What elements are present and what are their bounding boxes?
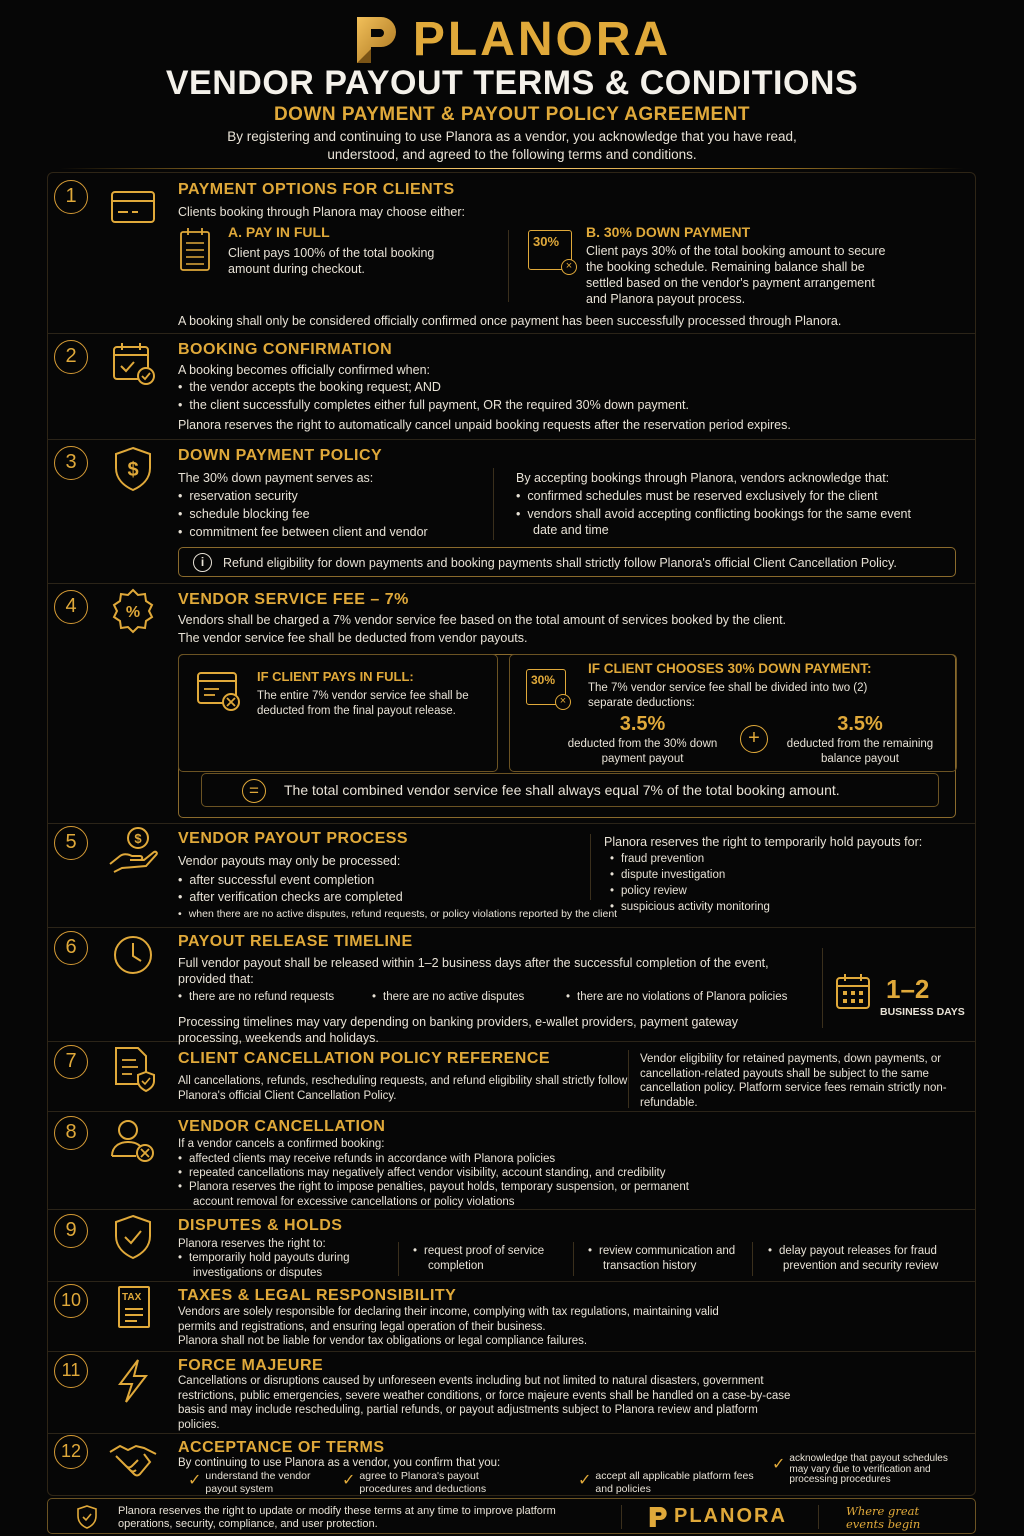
section-disputes-holds [48, 1210, 975, 1282]
section-number: 1 [54, 180, 88, 214]
full-payment-title: IF CLIENT PAYS IN FULL: [257, 669, 414, 684]
section-title: DISPUTES & HOLDS [178, 1217, 343, 1234]
section-vendor-payout-process [48, 824, 975, 928]
divider [398, 1242, 399, 1276]
list-item: • dispute investigation [610, 868, 725, 883]
days-label: BUSINESS DAYS [880, 1006, 965, 1018]
section-down-payment-policy [48, 440, 975, 584]
list-item: • vendors shall avoid accepting conflicting bookings for the same event date and time [516, 507, 911, 537]
user-cancel-icon [108, 1116, 158, 1166]
section-vendor-service-fee [48, 584, 975, 824]
list-item: • there are no refund requests [178, 990, 334, 1005]
list-item: • when there are no active disputes, refund requests, or policy violations reported by the client [178, 906, 617, 922]
hand-money-icon [108, 824, 158, 874]
percent-badge-icon [528, 230, 572, 270]
section-client-cancellation-policy [48, 1042, 975, 1112]
section-title: TAXES & LEGAL RESPONSIBILITY [178, 1287, 457, 1304]
right-lead: Planora reserves the right to temporarily hold payouts for: [604, 835, 923, 849]
list-item: • request proof of service completion [413, 1245, 545, 1272]
section-title: VENDOR SERVICE FEE – 7% [178, 591, 409, 608]
list-item: • policy review [610, 884, 687, 899]
list-item: • the client successfully completes either full payment, OR the required 30% down payment. [178, 397, 689, 413]
checkmark-icon: ✓ [578, 1472, 592, 1489]
option-a-text: Client pays 100% of the total booking amount during checkout. [228, 246, 435, 276]
section-number: 10 [54, 1284, 88, 1318]
split-text: deducted from the remaining balance payout [786, 738, 934, 765]
full-payment-text: The entire 7% vendor service fee shall be deducted from the final payout release. [257, 690, 469, 717]
credit-card-icon [108, 182, 158, 232]
list-item-text: temporarily hold payouts during investigations or disputes [189, 1252, 350, 1279]
list-item-text: Planora reserves the right to impose penalties, payout holds, temporary suspension, or permanent account removal for excessive cancellations or policy violations [189, 1181, 689, 1208]
down-payment-title: IF CLIENT CHOOSES 30% DOWN PAYMENT: [588, 661, 872, 676]
section-lead: Vendor payouts may only be processed: [178, 854, 401, 868]
section-number: 11 [54, 1354, 88, 1388]
handshake-icon [108, 1434, 158, 1484]
checkmark-icon: ✓ [772, 1456, 786, 1473]
list-item-text: request proof of service completion [424, 1245, 545, 1272]
section-title: PAYMENT OPTIONS FOR CLIENTS [178, 181, 455, 198]
list-item: • there are no violations of Planora policies [566, 990, 787, 1005]
section-lead: A booking becomes officially confirmed when: [178, 363, 430, 377]
section-acceptance-of-terms [48, 1434, 975, 1496]
header [0, 0, 1024, 170]
total-fee-text: The total combined vendor service fee shall always equal 7% of the total booking amount. [284, 782, 840, 798]
option-b-text: Client pays 30% of the total booking amount to secure the booking schedule. Remaining balance shall be settled based on the vendor's payment arrangement and Planora payout process. [586, 244, 886, 306]
section-note: Processing timelines may vary depending on banking providers, e-wallet providers, payment gateway processing, weekends and holidays. [178, 1015, 739, 1045]
section-booking-confirmation [48, 334, 975, 440]
list-item: • suspicious activity monitoring [610, 900, 770, 915]
calendar-check-icon [108, 338, 158, 388]
list-item: • Planora reserves the right to impose penalties, payout holds, temporary suspension, or permanent account removal for excessive cancellations or policy violations [178, 1181, 689, 1208]
footer-logo [648, 1505, 787, 1528]
section-lead: Vendors shall be charged a 7% vendor service fee based on the total amount of services booked by the client. [178, 613, 787, 627]
section-payment-options [48, 172, 975, 334]
percent-badge-icon [526, 669, 566, 705]
shield-dollar-icon [108, 444, 158, 494]
divider [752, 1242, 753, 1276]
section-taxes-legal [48, 1282, 975, 1352]
divider [628, 1050, 629, 1108]
section-lead: If a vendor cancels a confirmed booking: [178, 1138, 385, 1150]
clock-icon [108, 930, 158, 980]
section-title: PAYOUT RELEASE TIMELINE [178, 933, 413, 950]
left-text: All cancellations, refunds, rescheduling requests, and refund eligibility shall strictly follow Planora's official Client Cancellation Policy. [178, 1075, 628, 1102]
footer-text: Planora reserves the right to update or modify these terms at any time to improve platform operations, security, compliance, and user protection. [118, 1505, 556, 1530]
section-number: 4 [54, 590, 88, 624]
notice-text: Refund eligibility for down payments and booking payments shall strictly follow Planora's official Client Cancellation Policy. [223, 556, 897, 570]
section-note: A booking shall only be considered officially confirmed once payment has been successfully processed through Planora. [178, 314, 842, 328]
lightning-icon [108, 1356, 158, 1406]
section-text: Cancellations or disruptions caused by unforeseen events including but not limited to natural disasters, government restrictions, public emergencies, severe weather conditions, or force majeure events shall be handled on a case-by-case basis and may include rescheduling, partial refunds, or payout adjustments subject to Planora review and platform policies. [178, 1375, 791, 1431]
section-number: 3 [54, 446, 88, 480]
divider [822, 948, 823, 1028]
calendar-icon [834, 972, 872, 1012]
list-item: • affected clients may receive refunds in accordance with Planora policies [178, 1152, 555, 1167]
header-divider [60, 168, 964, 169]
plus-icon: + [740, 725, 768, 753]
planora-logo-icon [353, 15, 399, 65]
divider [590, 834, 591, 900]
section-title: ACCEPTANCE OF TERMS [178, 1439, 385, 1456]
section-payout-release-timeline [48, 928, 975, 1045]
down-payment-card [509, 654, 957, 772]
section-title: DOWN PAYMENT POLICY [178, 447, 383, 464]
acceptance-check-item [188, 1470, 335, 1495]
right-text: Vendor eligibility for retained payments, down payments, or cancellation-related payouts shall be subject to the same cancellation policy. Platform service fees remain strictly non-refundable. [640, 1053, 947, 1109]
section-text: Vendors are solely responsible for declaring their income, complying with tax regulations, maintaining valid permits and registrations, and ensuring legal operation of their business. [178, 1306, 719, 1333]
section-title: FORCE MAJEURE [178, 1357, 324, 1374]
tagline: Where great events begin [846, 1504, 921, 1531]
list-item: • confirmed schedules must be reserved exclusively for the client [516, 488, 956, 504]
fee-panel [178, 654, 956, 818]
shield-check-icon [74, 1504, 100, 1530]
list-item: • delay payout releases for fraud prevention and security review [768, 1245, 939, 1272]
section-lead: Planora reserves the right to: [178, 1238, 326, 1250]
left-lead: The 30% down payment serves as: [178, 471, 374, 485]
document-shield-icon [108, 1044, 158, 1094]
list-item: • after verification checks are completed [178, 889, 403, 905]
list-item: • schedule blocking fee [178, 506, 310, 522]
section-lead: The vendor service fee shall be deducted from vendor payouts. [178, 631, 528, 645]
list-item-text: accept all applicable platform fees and policies [595, 1470, 754, 1495]
acceptance-check-item [342, 1470, 519, 1495]
close-circle-icon: × [555, 694, 571, 710]
section-number: 5 [54, 826, 88, 860]
section-force-majeure [48, 1352, 975, 1434]
list-item: • commitment fee between client and vendor [178, 524, 428, 540]
list-item-text: review communication and transaction history [599, 1245, 736, 1272]
list-item-text: acknowledge that payout schedules may vary due to verification and processing procedures [789, 1453, 948, 1485]
list-item: • the vendor accepts the booking request; AND [178, 379, 441, 395]
section-lead: Full vendor payout shall be released within 1–2 business days after the successful completion of the event, provided that: [178, 956, 769, 986]
list-item: • reservation security [178, 488, 298, 504]
svg-text:%: % [125, 604, 141, 621]
list-item: • after successful event completion [178, 872, 374, 888]
divider [818, 1505, 819, 1529]
footer [47, 1498, 976, 1534]
badge-label: 30% [533, 234, 560, 249]
right-lead: By accepting bookings through Planora, vendors acknowledge that: [516, 471, 890, 485]
page-subtitle: DOWN PAYMENT & PAYOUT POLICY AGREEMENT [273, 104, 751, 125]
acceptance-check-item [772, 1454, 964, 1486]
list-item: • review communication and transaction history [588, 1245, 736, 1272]
total-fee-banner [201, 773, 939, 807]
list-item: • there are no active disputes [372, 990, 524, 1005]
list-item: • fraud prevention [610, 852, 704, 867]
footer-brand-name: PLANORA [674, 1505, 787, 1527]
option-b-title: B. 30% DOWN PAYMENT [586, 224, 751, 240]
section-number: 2 [54, 340, 88, 374]
section-title: CLIENT CANCELLATION POLICY REFERENCE [178, 1050, 551, 1067]
section-lead: By continuing to use Planora as a vendor, you confirm that you: [178, 1457, 501, 1469]
divider [621, 1505, 622, 1529]
divider [573, 1242, 574, 1276]
list-item-text: vendors shall avoid accepting conflicting bookings for the same event date and time [527, 507, 911, 537]
info-icon: i [193, 553, 212, 572]
close-circle-icon: × [561, 259, 577, 275]
planora-logo-icon [648, 1506, 668, 1528]
split-value: 3.5% [619, 713, 666, 735]
section-title: VENDOR CANCELLATION [178, 1118, 386, 1135]
refund-notice [178, 547, 956, 577]
intro-text: By registering and continuing to use Planora as a vendor, you acknowledge that you have read, understood, and agreed to the following terms and conditions. [227, 129, 797, 162]
section-note: Planora reserves the right to automatically cancel unpaid booking requests after the reservation period expires. [178, 418, 791, 432]
invoice-cancel-icon [195, 669, 243, 713]
tax-document-icon [118, 1286, 150, 1328]
tax-label: TAX [122, 1292, 142, 1303]
list-item: • temporarily hold payouts during investigations or disputes [178, 1252, 350, 1279]
divider [508, 230, 509, 302]
equals-icon: = [242, 779, 266, 803]
split-text: deducted from the 30% down payment payout [567, 738, 718, 765]
section-number: 12 [54, 1435, 88, 1469]
shield-check-icon [108, 1212, 158, 1262]
checkmark-icon: ✓ [342, 1472, 356, 1489]
checkmark-icon: ✓ [188, 1472, 202, 1489]
list-item-text: agree to Planora's payout procedures and deductions [359, 1470, 487, 1495]
split-value: 3.5% [837, 713, 883, 735]
list-item-text: understand the vendor payout system [205, 1470, 311, 1495]
down-payment-text: The 7% vendor service fee shall be divided into two (2) separate deductions: [588, 682, 868, 709]
percent-badge-icon [108, 586, 158, 636]
calculator-icon [178, 226, 212, 274]
section-vendor-cancellation [48, 1112, 975, 1210]
section-number: 8 [54, 1116, 88, 1150]
full-payment-card [178, 654, 498, 772]
svg-text:$: $ [134, 831, 142, 846]
section-number: 7 [54, 1045, 88, 1079]
divider [493, 468, 494, 540]
list-item-text: delay payout releases for fraud prevention and security review [779, 1245, 939, 1272]
days-value: 1–2 [886, 974, 930, 1004]
badge-label: 30% [531, 673, 556, 687]
brand-name: PLANORA [412, 13, 672, 66]
section-title: VENDOR PAYOUT PROCESS [178, 830, 409, 847]
brand-logo [0, 12, 1024, 67]
section-text: Planora shall not be liable for vendor tax obligations or legal compliance failures. [178, 1335, 588, 1347]
svg-text:$: $ [127, 459, 139, 481]
option-a-title: A. PAY IN FULL [228, 224, 330, 240]
section-title: BOOKING CONFIRMATION [178, 341, 393, 358]
section-number: 9 [54, 1214, 88, 1248]
section-lead: Clients booking through Planora may choose either: [178, 205, 465, 219]
section-number: 6 [54, 931, 88, 965]
acceptance-check-item [578, 1470, 765, 1495]
page-title: VENDOR PAYOUT TERMS & CONDITIONS [165, 64, 859, 102]
list-item: • repeated cancellations may negatively affect vendor visibility, account standing, and credibility [178, 1166, 665, 1181]
